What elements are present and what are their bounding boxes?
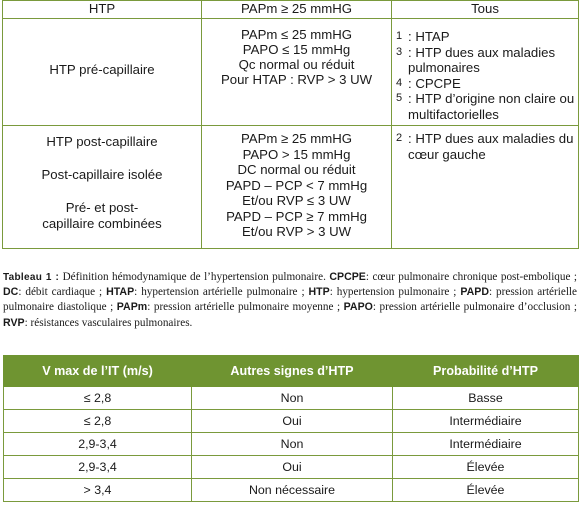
table-cell: Non [192,387,393,410]
criterion-line: Qc normal ou réduit [238,57,355,72]
table-row [4,433,579,456]
table-cell: Non nécessaire [192,479,393,502]
abbr: RVP [3,316,25,329]
table1-criteria-cell [202,126,392,249]
criterion-line: PAPm ≥ 25 mmHG [240,131,353,146]
table-row [4,410,579,433]
criterion-line: PAPO > 15 mmHg [242,146,351,162]
abbr-def: : hypertension pulmonaire ; [329,286,457,299]
table-cell: Basse [393,387,579,410]
table-row [4,479,579,502]
table-cell: Intermédiaire [393,410,579,433]
table-cell: Intermédiaire [393,433,579,456]
abbr-def: : hypertension artérielle pulmonaire ; [134,286,305,299]
criterion-line: PAPD – PCP < 7 mmHg [225,177,368,193]
type-label: HTP pré-capillaire [49,62,155,77]
table-cell: Non [192,433,393,456]
table1-row-postcapillary [3,126,579,249]
caption-text: Définition hémodynamique de l’hypertension pulmonaire. [62,271,326,283]
table-cell: Élevée [393,479,579,502]
abbr-def: : pression artérielle pulmonaire moyenne ; [147,301,341,314]
abbr-def: : pression artérielle pulmonaire d’occlusion ; [372,301,577,314]
table-cell: ≤ 2,8 [4,410,192,433]
table-cell: > 3,4 [4,479,192,502]
table-cell: ≤ 2,8 [4,387,192,410]
table1-header-cell: HTP [3,1,202,19]
abbr: PAPO [343,301,373,314]
table2-header-cell: V max de l’IT (m/s) [4,356,192,387]
table-cell: Élevée [393,456,579,479]
criterion-line: PAPm ≤ 25 mmHG [240,27,353,42]
group-item: 1 : HTAP [396,29,450,44]
type-label: Pré- et post-capillaire combinées [42,200,162,231]
abbr-def: : débit cardiaque ; [18,286,103,299]
table1-header-row [3,1,579,19]
table-cell: 2,9-3,4 [4,456,192,479]
criterion-line: PAPO ≤ 15 mmHg [242,42,351,57]
table-row [4,387,579,410]
table1-criteria-cell [202,19,392,126]
abbr-def: : cœur pulmonaire chronique post-embolique ; [365,271,578,283]
table-cell: Oui [192,410,393,433]
type-label: Post-capillaire isolée [41,167,163,182]
abbr: HTAP [106,286,135,299]
criterion-line: Pour HTAP : RVP > 3 UW [220,72,373,87]
abbr: PAPD [460,286,490,299]
abbr: CPCPE [329,271,366,283]
caption-label: Tableau 1 : [3,272,60,283]
table1-groups-cell [392,126,579,249]
table-cell: Oui [192,456,393,479]
group-item: 3 : HTP dues aux maladies pulmonaires [396,44,556,75]
criterion-line: Et/ou RVP ≤ 3 UW [242,193,351,208]
table1-header-cell: Tous [392,1,579,19]
group-item: 4 : CPCPE [396,75,461,91]
criterion-line: Et/ou RVP > 3 UW [241,224,352,239]
group-item: 2 : HTP dues aux maladies du cœur gauche [396,131,574,162]
table1-header-cell: PAPm ≥ 25 mmHG [202,1,392,19]
table1-groups-cell [392,19,579,126]
table1-row-precapillary [3,19,579,126]
table-row [4,456,579,479]
table2-header-cell: Probabilité d’HTP [393,356,579,387]
hemodynamic-definition-table [2,0,579,249]
table2-header-cell: Autres signes d’HTP [192,356,393,387]
abbr: PAPm [116,301,148,314]
table1-type-cell [3,19,202,126]
table-cell: 2,9-3,4 [4,433,192,456]
abbr: DC [3,286,19,299]
abbr: HTP [308,286,330,299]
abbr-def: : résistances vasculaires pulmonaires. [24,316,193,329]
table1-caption [3,270,577,331]
table1-type-cell [3,126,202,249]
criterion-line: DC normal ou réduit [237,162,356,177]
probability-table [3,355,579,502]
criterion-line: PAPD – PCP ≥ 7 mmHg [226,208,367,224]
abbr-def: : pression artérielle pulmonaire diastolique ; [3,286,578,314]
group-item: 5 : HTP d’origine non claire ou multifactorielles [396,91,575,122]
table2-header-row [4,356,579,387]
type-label: HTP post-capillaire [46,134,158,149]
